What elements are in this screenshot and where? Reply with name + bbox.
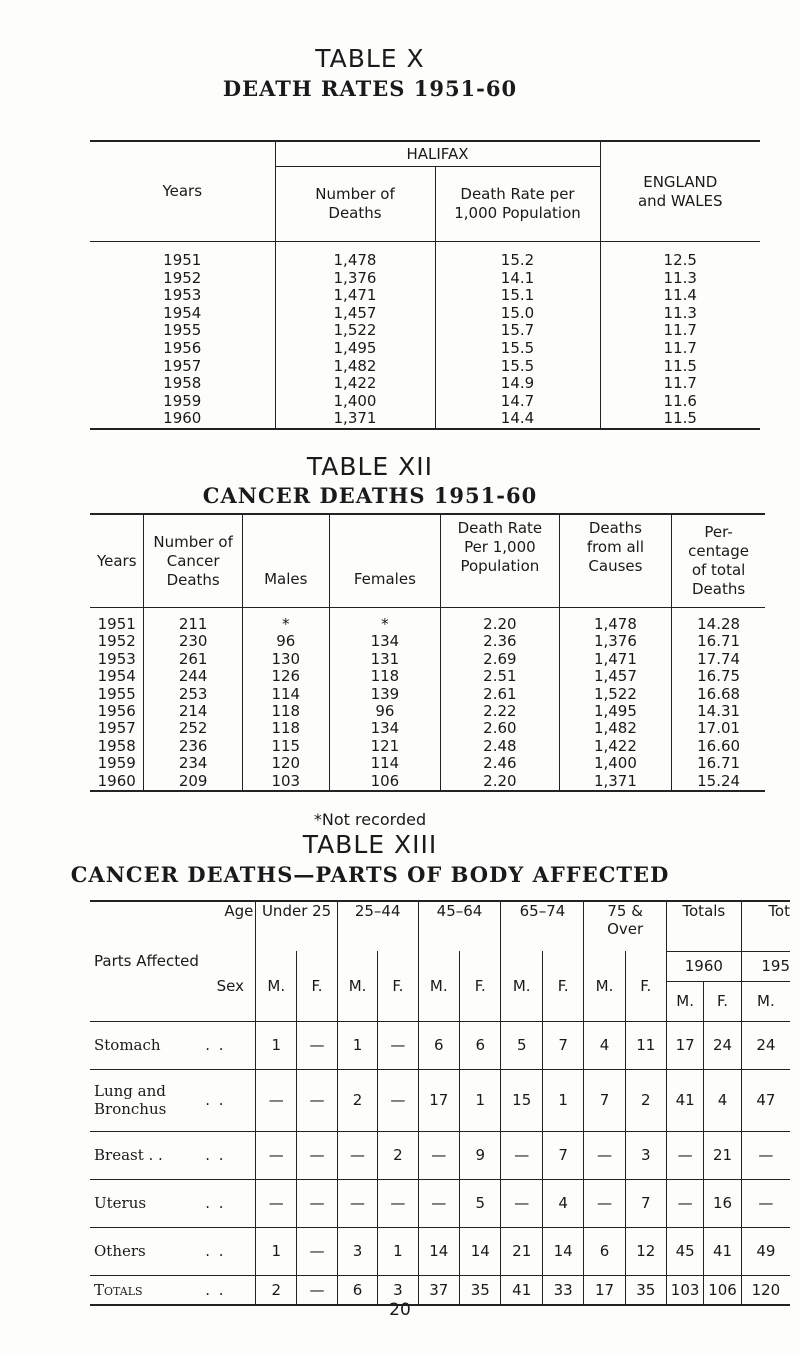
- table-cell: 1955: [97, 684, 136, 703]
- table-cell: 1,422: [559, 738, 672, 755]
- table-row: [90, 340, 760, 358]
- table-cell: 1952: [163, 268, 202, 287]
- table-cell: 134: [329, 633, 440, 650]
- table-cell: —: [297, 1275, 338, 1305]
- table-cell: 2.69: [441, 651, 560, 668]
- row-dots: . .: [205, 1069, 256, 1131]
- table-cell: 1951: [97, 615, 136, 633]
- table-cell: 121: [329, 738, 440, 755]
- col-age: Age: [224, 902, 254, 920]
- table-cell: 12: [625, 1227, 666, 1275]
- age-group-45-64: 45–64: [418, 901, 501, 951]
- table-cell: 2.36: [441, 633, 560, 650]
- table-cell: 1958: [97, 736, 136, 755]
- table-cell: *: [242, 608, 329, 634]
- table-cell: 1: [337, 1021, 377, 1069]
- table-row: [90, 755, 765, 772]
- table-cell: 24: [741, 1021, 790, 1069]
- table-cell: 35: [460, 1275, 501, 1305]
- table-cell: 106: [329, 773, 440, 791]
- table-cell: 11: [625, 1021, 666, 1069]
- table-cell: 236: [144, 738, 242, 755]
- table-cell: —: [501, 1179, 542, 1227]
- totals-year: 1960: [666, 951, 741, 981]
- table-cell: 1,376: [275, 270, 435, 288]
- table-row: [90, 686, 765, 703]
- table-cell: 16.75: [672, 668, 765, 685]
- table-xii-title: CANCER DEATHS 1951-60: [202, 483, 538, 508]
- col-totals: Totals: [666, 901, 741, 951]
- table-cell: 1,482: [275, 358, 435, 376]
- table-cell: 2: [378, 1131, 418, 1179]
- table-cell: 7: [542, 1131, 583, 1179]
- table-cell: 1: [460, 1069, 501, 1131]
- table-row: [90, 1179, 790, 1227]
- table-cell: 11.4: [600, 287, 760, 305]
- table-cell: 11.7: [600, 340, 760, 358]
- table-cell: 37: [418, 1275, 459, 1305]
- table-row: [90, 242, 760, 270]
- table-cell: —: [378, 1021, 418, 1069]
- col-years: Years: [90, 514, 144, 608]
- table-cell: 3: [337, 1227, 377, 1275]
- col-f: F.: [542, 951, 583, 1021]
- table-cell: 1959: [97, 754, 136, 773]
- table-row: [90, 651, 765, 668]
- table-cell: 15.2: [435, 242, 600, 270]
- table-cell: 1954: [163, 303, 202, 322]
- row-label: Others: [90, 1227, 205, 1275]
- row-dots: . .: [205, 1021, 256, 1069]
- table-cell: 1,478: [559, 608, 672, 634]
- table-cell: 35: [625, 1275, 666, 1305]
- table-cell: 1,376: [559, 633, 672, 650]
- table-cell: 15.5: [435, 358, 600, 376]
- table-cell: 6: [418, 1021, 459, 1069]
- table-cell: 11.5: [600, 358, 760, 376]
- table-cell: 1,400: [559, 755, 672, 772]
- col-number-cancer-deaths: Number of Cancer Deaths: [144, 514, 242, 608]
- table-cell: 261: [144, 651, 242, 668]
- table-x-label: TABLE X: [315, 44, 425, 73]
- table-cell: 114: [329, 755, 440, 772]
- page-number: 20: [389, 1300, 411, 1320]
- table-cell: 14.31: [672, 703, 765, 720]
- table-cell: 1957: [97, 719, 136, 738]
- table-cell: 118: [242, 720, 329, 737]
- col-males: Males: [242, 514, 329, 608]
- table-cell: 106: [704, 1275, 741, 1305]
- table-cell: 131: [329, 651, 440, 668]
- table-cell: —: [501, 1131, 542, 1179]
- table-cell: 21: [704, 1131, 741, 1179]
- col-halifax: HALIFAX: [275, 141, 600, 167]
- col-m: M.: [741, 981, 790, 1021]
- table-cell: 118: [329, 668, 440, 685]
- table-cell: —: [256, 1179, 297, 1227]
- table-cell: 47: [741, 1069, 790, 1131]
- table-cell: 15.7: [435, 322, 600, 340]
- table-cell: 211: [144, 608, 242, 634]
- table-cell: 11.6: [600, 393, 760, 411]
- table-cell: 11.7: [600, 322, 760, 340]
- table-cell: 6: [584, 1227, 625, 1275]
- table-cell: 3: [378, 1275, 418, 1305]
- col-deaths-all-causes: Deaths from all Causes: [559, 514, 672, 608]
- table-cell: 15.24: [672, 773, 765, 791]
- table-cell: 3: [625, 1131, 666, 1179]
- table-row: [90, 287, 760, 305]
- table-cell: 1: [542, 1069, 583, 1131]
- table-cell: 1953: [163, 286, 202, 305]
- death-rates-table: [90, 140, 760, 430]
- age-group-65-74: 65–74: [501, 901, 584, 951]
- table-cell: 14.9: [435, 375, 600, 393]
- col-totals-cut: Tot: [741, 901, 790, 951]
- table-cell: —: [256, 1131, 297, 1179]
- age-group-25-44: 25–44: [337, 901, 418, 951]
- table-cell: 1,482: [559, 720, 672, 737]
- table-cell: 234: [144, 755, 242, 772]
- table-row: [90, 703, 765, 720]
- table-cell: —: [297, 1021, 338, 1069]
- cut-year: 195: [741, 951, 790, 981]
- table-cell: 2.51: [441, 668, 560, 685]
- table-cell: 96: [242, 633, 329, 650]
- table-cell: 2: [337, 1069, 377, 1131]
- row-dots: . .: [205, 1131, 256, 1179]
- table-row: [90, 633, 765, 650]
- table-cell: 6: [460, 1021, 501, 1069]
- table-row: [90, 720, 765, 737]
- table-row: [90, 358, 760, 376]
- table-cell: 14.7: [435, 393, 600, 411]
- table-cell: 15: [501, 1069, 542, 1131]
- table-cell: 126: [242, 668, 329, 685]
- table-cell: 49: [741, 1227, 790, 1275]
- table-cell: 244: [144, 668, 242, 685]
- cancer-deaths-table: [90, 513, 765, 792]
- table-cell: 15.0: [435, 305, 600, 323]
- footnote: *Not recorded: [313, 810, 427, 829]
- table-cell: 1,478: [275, 242, 435, 270]
- col-m: M.: [337, 951, 377, 1021]
- table-cell: 21: [501, 1227, 542, 1275]
- table-cell: —: [666, 1179, 703, 1227]
- table-cell: 14.28: [672, 608, 765, 634]
- table-cell: 2.22: [441, 703, 560, 720]
- table-cell: 16.60: [672, 738, 765, 755]
- table-cell: 9: [460, 1131, 501, 1179]
- table-cell: 1955: [163, 321, 202, 340]
- table-row: [90, 738, 765, 755]
- table-cell: —: [297, 1069, 338, 1131]
- table-cell: 1,457: [275, 305, 435, 323]
- table-cell: 1: [256, 1021, 297, 1069]
- col-m: M.: [584, 951, 625, 1021]
- table-row: [90, 1021, 790, 1069]
- table-cell: 1: [378, 1227, 418, 1275]
- table-cell: 5: [501, 1021, 542, 1069]
- table-cell: 134: [329, 720, 440, 737]
- table-cell: 11.3: [600, 305, 760, 323]
- table-cell: 1953: [97, 649, 136, 668]
- table-cell: 41: [501, 1275, 542, 1305]
- table-cell: 1960: [97, 771, 136, 790]
- table-cell: 2.20: [441, 773, 560, 791]
- table-cell: 14: [542, 1227, 583, 1275]
- table-cell: —: [378, 1069, 418, 1131]
- table-cell: 1,371: [559, 773, 672, 791]
- table-cell: 115: [242, 738, 329, 755]
- table-cell: 1: [256, 1227, 297, 1275]
- col-f: F.: [297, 951, 338, 1021]
- table-cell: 1959: [163, 391, 202, 410]
- col-parts-affected: Parts Affected: [90, 901, 205, 1021]
- col-m: M.: [666, 981, 703, 1021]
- table-cell: 2.48: [441, 738, 560, 755]
- table-cell: 16: [704, 1179, 741, 1227]
- table-cell: 1,471: [559, 651, 672, 668]
- col-m: M.: [418, 951, 459, 1021]
- table-cell: 1960: [163, 409, 202, 428]
- table-cell: 1,495: [275, 340, 435, 358]
- row-dots: . .: [205, 1179, 256, 1227]
- table-cell: —: [418, 1131, 459, 1179]
- col-death-rate: Death Rate per 1,000 Population: [435, 167, 600, 242]
- row-label: Lung and Bronchus: [90, 1069, 205, 1131]
- table-cell: —: [666, 1131, 703, 1179]
- table-row: [90, 773, 765, 791]
- table-cell: 7: [625, 1179, 666, 1227]
- table-cell: 1,471: [275, 287, 435, 305]
- table-cell: 33: [542, 1275, 583, 1305]
- table-cell: —: [297, 1227, 338, 1275]
- body-parts-table: [90, 900, 790, 1306]
- table-cell: 14: [460, 1227, 501, 1275]
- col-england-wales: ENGLAND and WALES: [600, 141, 760, 241]
- table-cell: 230: [144, 633, 242, 650]
- table-row: [90, 305, 760, 323]
- table-cell: —: [337, 1131, 377, 1179]
- col-females: Females: [329, 514, 440, 608]
- table-cell: 1954: [97, 667, 136, 686]
- table-cell: 253: [144, 686, 242, 703]
- table-cell: 14.4: [435, 410, 600, 429]
- table-cell: 1,400: [275, 393, 435, 411]
- table-cell: 1957: [163, 356, 202, 375]
- table-cell: 16.71: [672, 633, 765, 650]
- table-cell: 45: [666, 1227, 703, 1275]
- table-row: [90, 608, 765, 634]
- table-cell: 252: [144, 720, 242, 737]
- age-group-75-over: 75 & Over: [584, 901, 666, 951]
- col-number-of-deaths: Number of Deaths: [275, 167, 435, 242]
- table-cell: 4: [542, 1179, 583, 1227]
- row-dots: . .: [205, 1280, 226, 1299]
- table-cell: 2.61: [441, 686, 560, 703]
- age-group-under-25: Under 25: [256, 901, 337, 951]
- table-cell: 1,422: [275, 375, 435, 393]
- table-row: [90, 270, 760, 288]
- table-cell: 15.5: [435, 340, 600, 358]
- table-cell: —: [297, 1179, 338, 1227]
- table-cell: 2: [625, 1069, 666, 1131]
- table-row: [90, 1069, 790, 1131]
- table-cell: 7: [542, 1021, 583, 1069]
- table-cell: *: [329, 608, 440, 634]
- col-f: F.: [378, 951, 418, 1021]
- table-cell: 14: [418, 1227, 459, 1275]
- table-cell: 16.71: [672, 755, 765, 772]
- table-cell: 2.46: [441, 755, 560, 772]
- table-cell: 96: [329, 703, 440, 720]
- table-cell: 118: [242, 703, 329, 720]
- table-cell: 17.74: [672, 651, 765, 668]
- table-cell: 1,522: [559, 686, 672, 703]
- row-dots: . .: [205, 1227, 256, 1275]
- table-cell: 14.1: [435, 270, 600, 288]
- col-years: Years: [162, 182, 203, 200]
- col-f: F.: [460, 951, 501, 1021]
- table-cell: 114: [242, 686, 329, 703]
- table-cell: 24: [704, 1021, 741, 1069]
- table-cell: 1951: [163, 251, 202, 269]
- table-cell: 1,457: [559, 668, 672, 685]
- col-sex: Sex: [205, 951, 256, 1021]
- col-death-rate: Death Rate Per 1,000 Population: [441, 514, 560, 608]
- table-cell: —: [337, 1179, 377, 1227]
- row-label: Breast . .: [90, 1131, 205, 1179]
- table-cell: 4: [584, 1021, 625, 1069]
- table-cell: 1,522: [275, 322, 435, 340]
- table-x-title: DEATH RATES 1951-60: [222, 76, 518, 101]
- table-cell: 2.60: [441, 720, 560, 737]
- table-row: [90, 375, 760, 393]
- table-row: [90, 1227, 790, 1275]
- table-cell: 4: [704, 1069, 741, 1131]
- table-row: [90, 668, 765, 685]
- table-cell: 11.3: [600, 270, 760, 288]
- table-cell: 17: [666, 1021, 703, 1069]
- row-label: Stomach: [90, 1021, 205, 1069]
- table-cell: 1,495: [559, 703, 672, 720]
- table-cell: 7: [584, 1069, 625, 1131]
- table-cell: 41: [704, 1227, 741, 1275]
- table-cell: 209: [144, 773, 242, 791]
- table-cell: 120: [741, 1275, 790, 1305]
- table-cell: —: [741, 1131, 790, 1179]
- table-cell: 41: [666, 1069, 703, 1131]
- table-cell: 103: [666, 1275, 703, 1305]
- table-cell: 15.1: [435, 287, 600, 305]
- table-cell: 120: [242, 755, 329, 772]
- table-cell: 17.01: [672, 720, 765, 737]
- table-row: [90, 1131, 790, 1179]
- table-cell: 17: [418, 1069, 459, 1131]
- table-cell: 1958: [163, 374, 202, 393]
- table-cell: 2: [256, 1275, 297, 1305]
- table-cell: 16.68: [672, 686, 765, 703]
- table-cell: —: [584, 1131, 625, 1179]
- table-cell: 1952: [97, 632, 136, 651]
- col-f: F.: [625, 951, 666, 1021]
- table-row: [90, 393, 760, 411]
- table-cell: 1956: [163, 338, 202, 357]
- table-cell: —: [297, 1131, 338, 1179]
- col-percentage: Per- centage of total Deaths: [672, 514, 765, 608]
- row-label: Totals: [94, 1280, 143, 1299]
- table-cell: —: [256, 1069, 297, 1131]
- table-cell: 11.5: [600, 410, 760, 429]
- table-cell: 1956: [97, 702, 136, 721]
- table-cell: —: [584, 1179, 625, 1227]
- table-row: [90, 322, 760, 340]
- table-cell: 12.5: [600, 242, 760, 270]
- table-cell: 5: [460, 1179, 501, 1227]
- row-label: Uterus: [90, 1179, 205, 1227]
- table-cell: 139: [329, 686, 440, 703]
- table-cell: —: [741, 1179, 790, 1227]
- col-f: F.: [704, 981, 741, 1021]
- table-cell: 11.7: [600, 375, 760, 393]
- table-cell: —: [378, 1179, 418, 1227]
- table-cell: 2.20: [441, 608, 560, 634]
- table-cell: 103: [242, 773, 329, 791]
- table-row: [90, 410, 760, 429]
- table-cell: 1,371: [275, 410, 435, 429]
- table-cell: 214: [144, 703, 242, 720]
- table-cell: 17: [584, 1275, 625, 1305]
- table-cell: 130: [242, 651, 329, 668]
- col-m: M.: [256, 951, 297, 1021]
- table-cell: 6: [337, 1275, 377, 1305]
- table-xiii-label: TABLE XIII: [302, 830, 438, 859]
- table-xii-label: TABLE XII: [306, 452, 434, 481]
- table-xiii-title: CANCER DEATHS—PARTS OF BODY AFFECTED: [70, 862, 670, 887]
- col-m: M.: [501, 951, 542, 1021]
- table-cell: —: [418, 1179, 459, 1227]
